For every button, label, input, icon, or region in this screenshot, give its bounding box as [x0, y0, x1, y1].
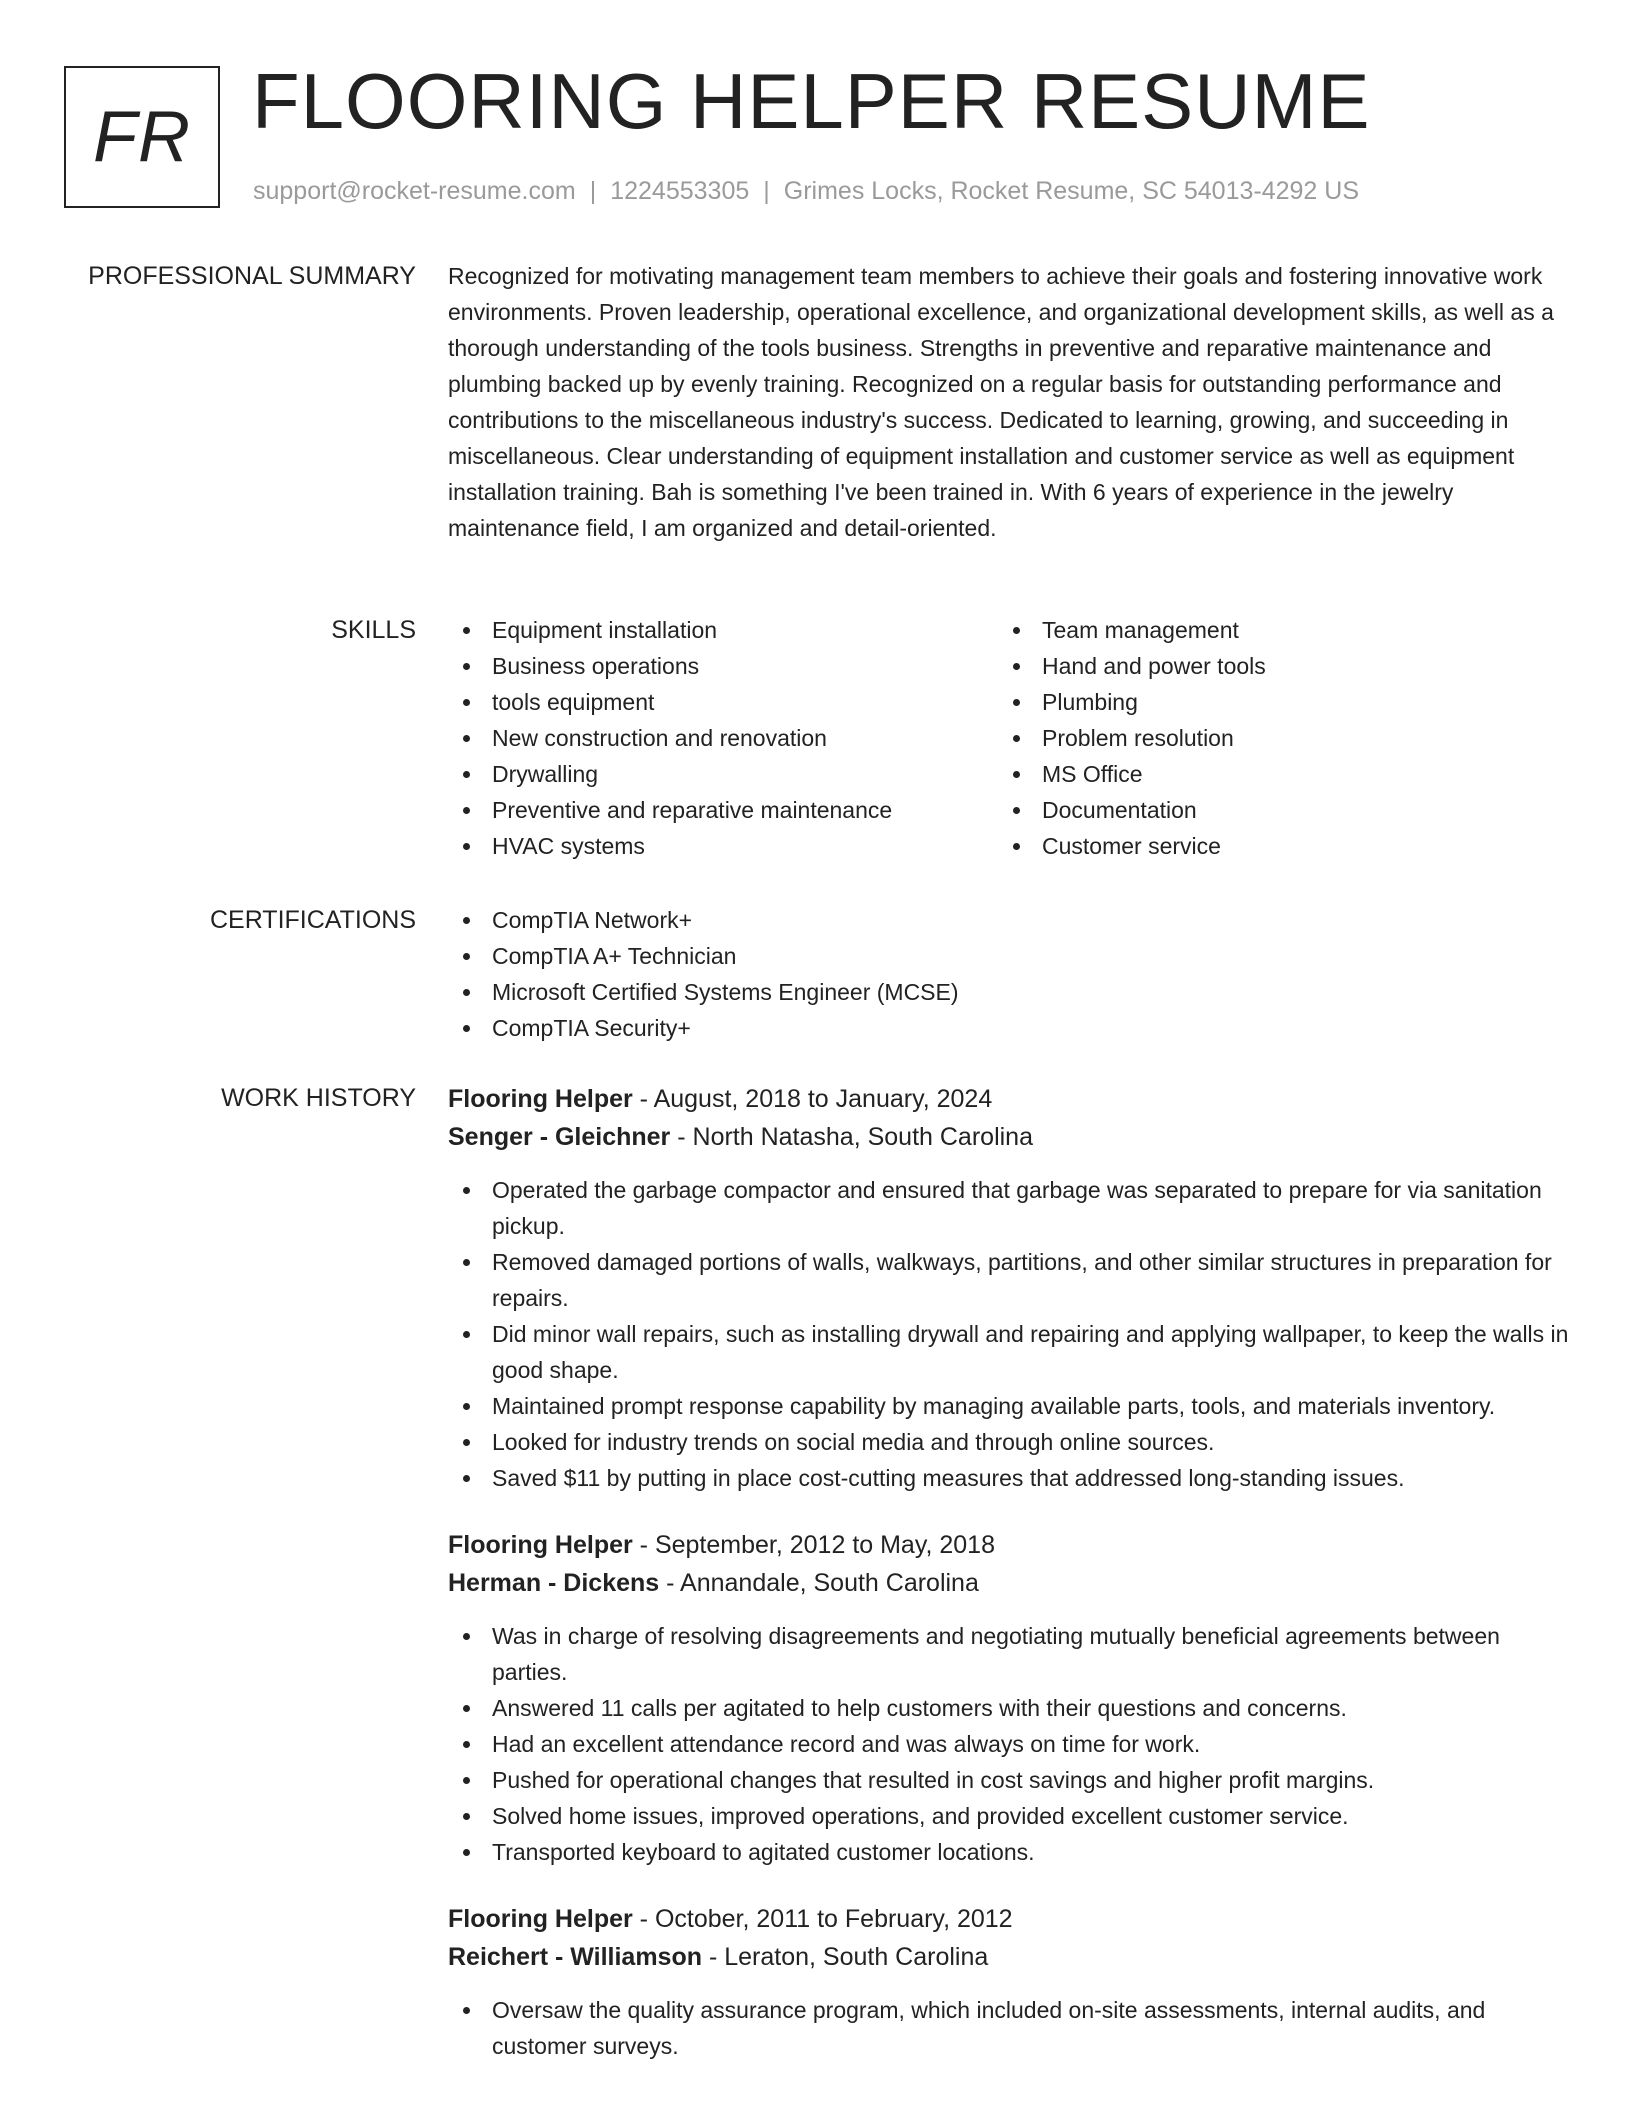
job-location: - Annandale, South Carolina: [659, 1569, 979, 1597]
skills-list-right: [998, 612, 1548, 864]
job-company-line: [448, 1118, 1570, 1156]
job-bullet: Oversaw the quality assurance program, which included on-site assessments, internal audits, and customer surveys.: [448, 1992, 1570, 2064]
skill-item: Problem resolution: [998, 720, 1548, 756]
job-bullet: Had an excellent attendance record and was always on time for work.: [448, 1726, 1570, 1762]
job-bullet: Transported keyboard to agitated customer locations.: [448, 1834, 1570, 1870]
skill-item: Team management: [998, 612, 1548, 648]
job-entry: [448, 1900, 1570, 2064]
skill-item: Preventive and reparative maintenance: [448, 792, 998, 828]
job-company-line: [448, 1564, 1570, 1602]
job-bullet: Saved $11 by putting in place cost-cutting measures that addressed long-standing issues.: [448, 1460, 1570, 1496]
job-bullet: Maintained prompt response capability by managing available parts, tools, and materials inventory.: [448, 1388, 1570, 1424]
skill-item: tools equipment: [448, 684, 998, 720]
certifications-heading: CERTIFICATIONS: [209, 906, 416, 934]
skill-item: Hand and power tools: [998, 648, 1548, 684]
monogram: FR: [64, 66, 220, 208]
skill-item: New construction and renovation: [448, 720, 998, 756]
certification-item: Microsoft Certified Systems Engineer (MCSE): [448, 974, 1570, 1010]
certification-item: CompTIA A+ Technician: [448, 938, 1570, 974]
job-bullet: Answered 11 calls per agitated to help customers with their questions and concerns.: [448, 1690, 1570, 1726]
skills-list-left: [448, 612, 998, 864]
job-title: Flooring Helper: [448, 1905, 633, 1933]
skill-item: HVAC systems: [448, 828, 998, 864]
contact-line: [253, 174, 1359, 208]
skills-body: [448, 612, 1570, 864]
certification-item: CompTIA Security+: [448, 1010, 1570, 1046]
summary-text: Recognized for motivating management team members to achieve their goals and fostering innovative work environments. Proven leadership, operational excellence, and organizational development skills, as well as a thorough understanding of the tools business. Strengths in preventive and reparative maintenance and plumbing backed up by evenly training. Recognized on a regular basis for outstanding performance and contributions to the miscellaneous industry's success. Dedicated to learning, growing, and succeeding in miscellaneous. Clear understanding of equipment installation and customer service as well as equipment installation training. Bah is something I've been trained in. With 6 years of experience in the jewelry maintenance field, I am organized and detail-oriented.: [448, 263, 1554, 541]
job-entry: [448, 1526, 1570, 1870]
job-bullets: [448, 1618, 1570, 1870]
work-history-heading: WORK HISTORY: [221, 1084, 416, 1112]
job-entry: [448, 1080, 1570, 1496]
summary-body: [448, 258, 1570, 546]
job-location: - North Natasha, South Carolina: [670, 1123, 1033, 1151]
job-bullet: Looked for industry trends on social media and through online sources.: [448, 1424, 1570, 1460]
job-dates: - August, 2018 to January, 2024: [632, 1085, 993, 1113]
job-bullets: [448, 1172, 1570, 1496]
job-title: Flooring Helper: [448, 1085, 633, 1113]
job-company: Herman - Dickens: [448, 1569, 660, 1597]
job-bullet: Operated the garbage compactor and ensured that garbage was separated to prepare for via sanitation pickup.: [448, 1172, 1570, 1244]
job-title-line: [448, 1080, 1570, 1118]
job-location: - Leraton, South Carolina: [702, 1943, 989, 1971]
job-bullet: Solved home issues, improved operations, and provided excellent customer service.: [448, 1798, 1570, 1834]
job-bullet: Pushed for operational changes that resulted in cost savings and higher profit margins.: [448, 1762, 1570, 1798]
job-company: Senger - Gleichner: [448, 1123, 671, 1151]
resume-title: FLOORING HELPER RESUME: [252, 57, 1371, 145]
job-bullet: Removed damaged portions of walls, walkways, partitions, and other similar structures in preparation for repairs.: [448, 1244, 1570, 1316]
skill-item: MS Office: [998, 756, 1548, 792]
job-title-line: [448, 1900, 1570, 1938]
skill-item: Drywalling: [448, 756, 998, 792]
job-bullet: Did minor wall repairs, such as installing drywall and repairing and applying wallpaper, to keep the walls in good shape.: [448, 1316, 1570, 1388]
job-dates: - October, 2011 to February, 2012: [632, 1905, 1013, 1933]
skill-item: Equipment installation: [448, 612, 998, 648]
contact-address: Grimes Locks, Rocket Resume, SC 54013-4292 US: [783, 177, 1360, 205]
contact-separator: |: [589, 177, 597, 205]
contact-phone: 1224553305: [610, 177, 750, 205]
job-company-line: [448, 1938, 1570, 1976]
skill-item: Documentation: [998, 792, 1548, 828]
skill-item: Plumbing: [998, 684, 1548, 720]
job-title: Flooring Helper: [448, 1531, 633, 1559]
job-bullet: Was in charge of resolving disagreements and negotiating mutually beneficial agreements between parties.: [448, 1618, 1570, 1690]
job-dates: - September, 2012 to May, 2018: [632, 1531, 995, 1559]
job-bullets: [448, 1992, 1570, 2064]
contact-separator: |: [763, 177, 770, 205]
certification-item: CompTIA Network+: [448, 902, 1570, 938]
skills-heading: SKILLS: [331, 616, 416, 644]
contact-email[interactable]: support@rocket-resume.com: [253, 177, 576, 205]
job-title-line: [448, 1526, 1570, 1564]
skill-item: Customer service: [998, 828, 1548, 864]
certifications-body: [448, 902, 1570, 1046]
skill-item: Business operations: [448, 648, 998, 684]
job-company: Reichert - Williamson: [448, 1943, 702, 1971]
certifications-list: [448, 902, 1570, 1046]
summary-heading: PROFESSIONAL SUMMARY: [88, 262, 416, 290]
work-history-body: [448, 1080, 1570, 2094]
